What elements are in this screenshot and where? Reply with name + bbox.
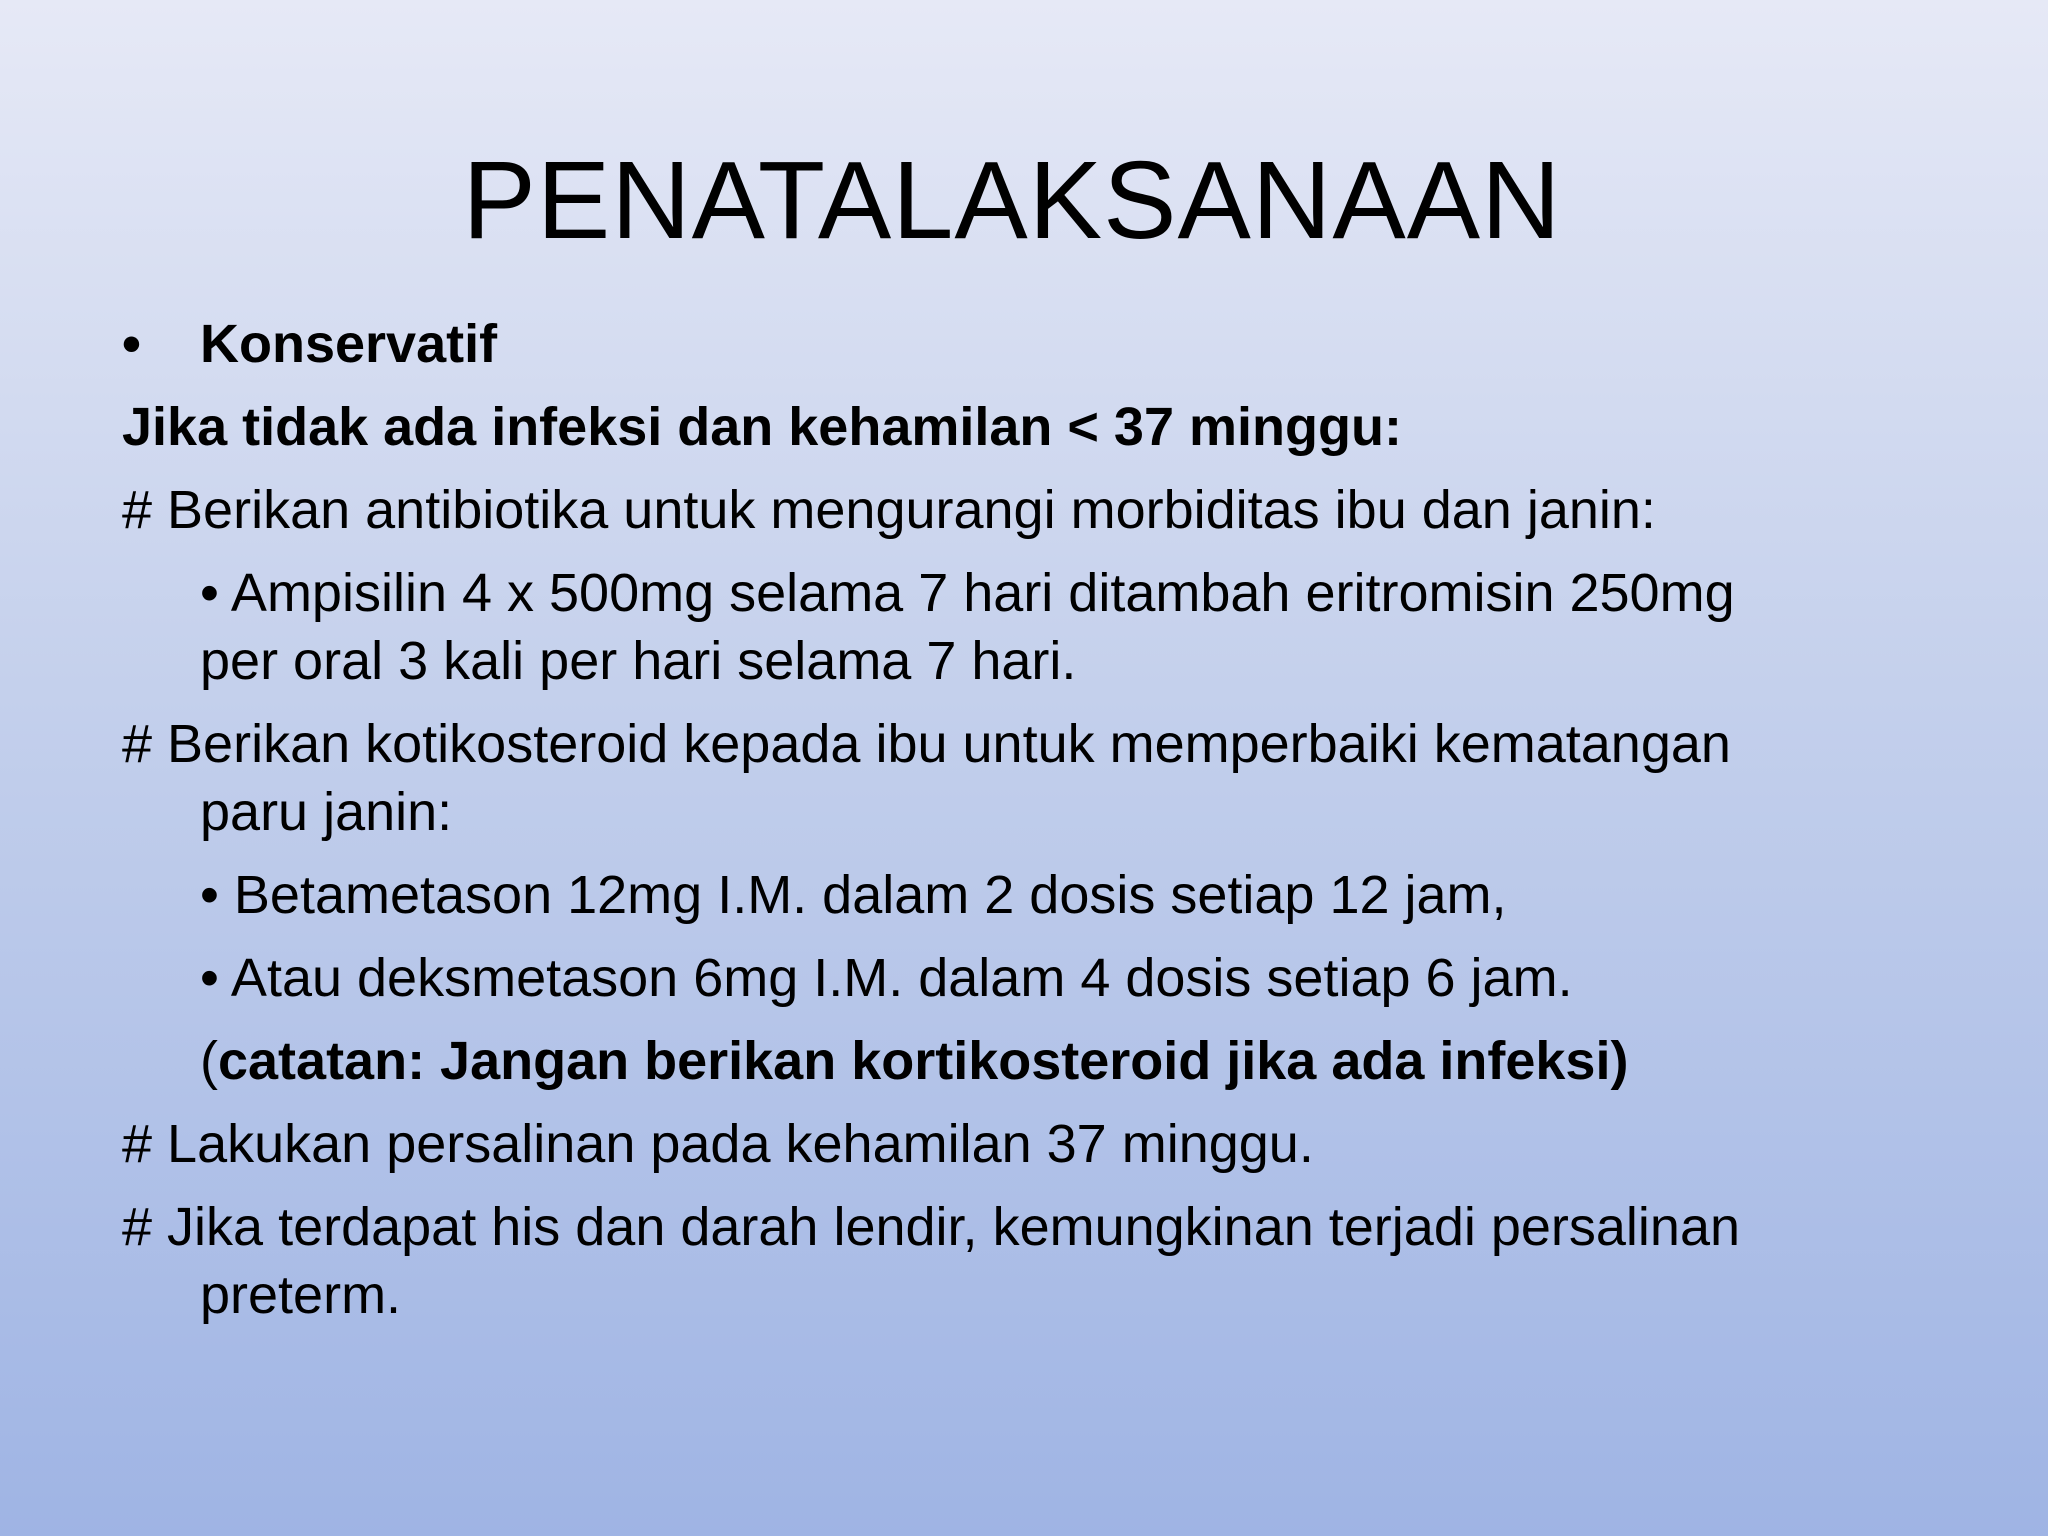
catatan-text: catatan: Jangan berikan kortikosteroid jika ada infeksi) [217,1031,1629,1091]
item-betametason: • Betametason 12mg I.M. dalam 2 dosis setiap 12 jam, [200,865,1507,925]
item-deksmetason: • Atau deksmetason 6mg I.M. dalam 4 dosis setiap 6 jam. [200,948,1573,1008]
heading-bullet: • [122,314,141,374]
item-persalinan: # Lakukan persalinan pada kehamilan 37 minggu. [122,1114,1314,1174]
heading-text: Konservatif [200,314,498,374]
catatan-open-paren: ( [200,1031,218,1091]
slide-title: PENATALAKSANAAN [462,139,1562,262]
condition-line: Jika tidak ada infeksi dan kehamilan < 37 minggu: [122,397,1402,457]
item-ampisilin-line1: • Ampisilin 4 x 500mg selama 7 hari ditambah eritromisin 250mg [200,563,1735,623]
heading-konservatif [122,310,1902,378]
item-ampisilin-line2: per oral 3 kali per hari selama 7 hari. [200,631,1077,691]
slide-body [122,310,1902,1329]
item-his-darah-line2: preterm. [200,1265,402,1325]
item-kotikosteroid-line1: # Berikan kotikosteroid kepada ibu untuk memperbaiki kematangan [122,714,1731,774]
item-catatan [122,1027,1902,1095]
item-kotikosteroid-line2: paru janin: [200,782,453,842]
item-his-darah-line1: # Jika terdapat his dan darah lendir, kemungkinan terjadi persalinan [122,1197,1741,1257]
item-antibiotika: # Berikan antibiotika untuk mengurangi morbiditas ibu dan janin: [122,480,1656,540]
item-ampisilin [122,559,1902,695]
item-his-darah [122,1193,1902,1329]
item-kotikosteroid [122,710,1902,846]
